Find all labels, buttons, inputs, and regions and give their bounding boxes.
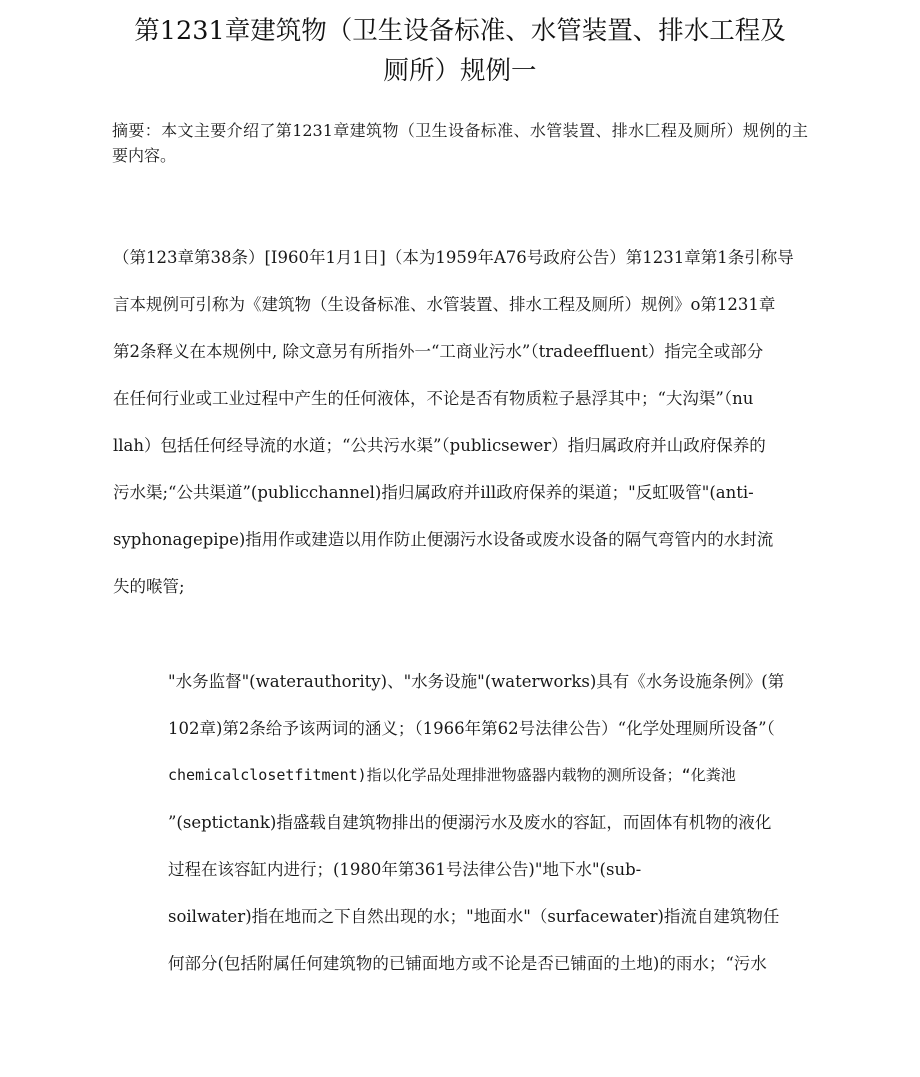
- body-line: ”(septictank)指盛载自建筑物排出的便溺污水及废水的容缸，而固体有机物的液化: [168, 813, 772, 832]
- page-title-line-1: 第1231章建筑物（卫生设备标准、水管装置、排水工程及: [134, 16, 786, 46]
- document-body: [0, 168, 920, 987]
- body-line: llah）包括任何经导流的水道；“公共污水渠”（publicsewer）指归属政府并山政府保养的: [113, 436, 766, 455]
- body-line: "水务监督"(waterauthority)、"水务设施"(waterworks)具有《水务设施条例》(第: [168, 672, 785, 691]
- body-paragraph-2: [0, 610, 920, 987]
- body-line: 污水渠;“公共渠道”(publicchannel)指归属政府并ill政府保养的渠道；"反虹吸管"(anti-: [113, 483, 754, 502]
- body-line: 102章)第2条给予该两词的涵义；（1966年第62号法律公告）“化学处理厕所设备”（: [168, 719, 775, 738]
- body-line: （第123章第38条）[I960年1月1日]（本为1959年A76号政府公告）第1231章第1条引称导: [113, 248, 794, 267]
- body-line: 失的喉管;: [113, 577, 185, 596]
- body-paragraph-1: [0, 168, 920, 610]
- body-line: 第2条释义在本规例中, 除文意另有所指外一“工商业污水”（tradeeffluent）指完全或部分: [113, 342, 764, 361]
- body-line: soilwater)指在地而之下自然出现的水；"地面水"（surfacewater)指流自建筑物任: [168, 907, 780, 926]
- body-line: 过程在该容缸内进行；(1980年第361号法律公告)"地下水"(sub-: [168, 860, 642, 879]
- body-line: syphonagepipe)指用作或建造以用作防止便溺污水设备或废水设备的隔气弯管内的水封流: [113, 530, 774, 549]
- page-title: [0, 0, 920, 91]
- body-line: chemicalclosetfitment)指以化学品处理排泄物盛器内载物的测所设备；“化粪池: [168, 766, 736, 784]
- body-line: 在任何行业或工业过程中产生的任何液体，不论是否有物质粒子悬浮其中；“大沟渠”（nu: [113, 389, 754, 408]
- abstract-text: 摘要：本文主要介绍了第1231章建筑物（卫生设备标准、水管装置、排水匚程及厕所）规例的主要内容。: [112, 121, 808, 165]
- body-line: 何部分(包括附属任何建筑物的已铺面地方或不论是否已铺面的土地)的雨水；“污水: [168, 954, 767, 973]
- body-line: 言本规例可引称为《建筑物（生设备标准、水管装置、排水工程及厕所）规例》o第1231章: [113, 295, 776, 314]
- page-title-line-2: 厕所）规例一: [383, 56, 537, 86]
